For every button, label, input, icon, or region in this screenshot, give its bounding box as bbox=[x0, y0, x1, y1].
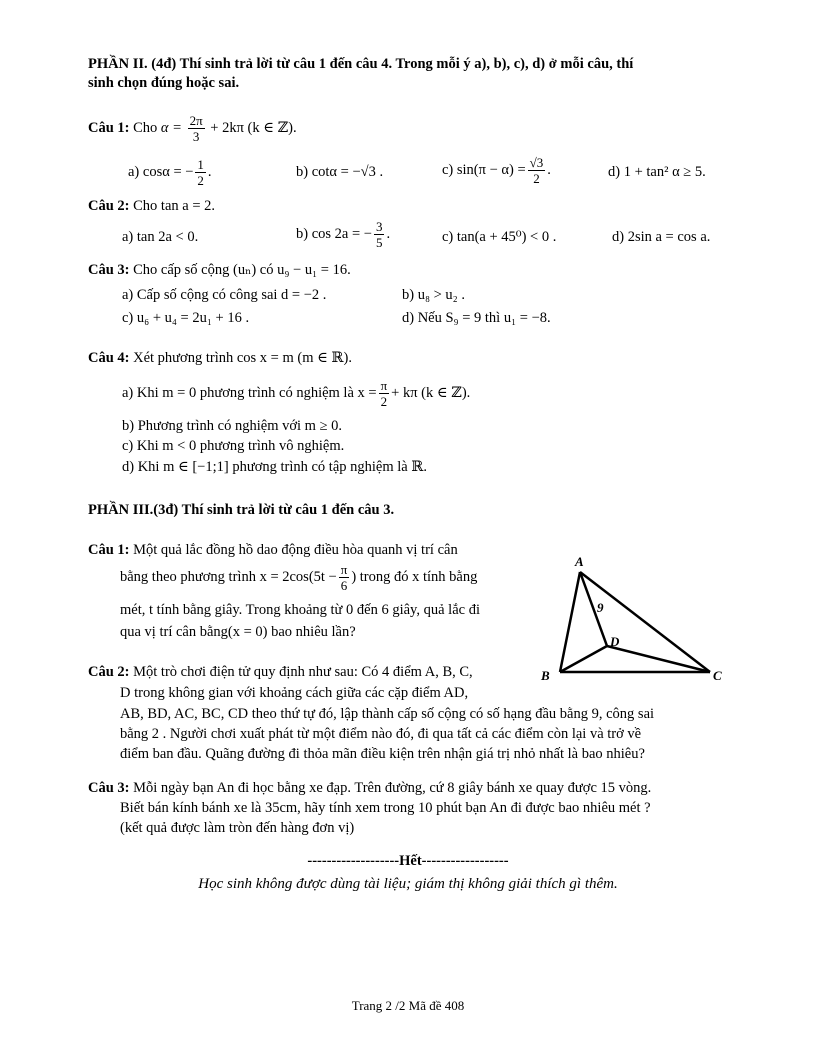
p2-q2-option-a: a) tan 2a < 0. bbox=[122, 229, 199, 245]
p3-q2-line5: điểm ban đầu. Quãng đường đi thỏa mãn điều kiện trên nhận giá trị nhỏ nhất là bao nhiêu? bbox=[120, 746, 645, 762]
part2-heading-line2: sinh chọn đúng hoặc sai. bbox=[88, 75, 240, 91]
p2-q2-stem: Câu 2: Cho tan a = 2. bbox=[88, 198, 215, 214]
p2-q1-option-c: c) sin(π − α) = $\frac{√3}{2}$ . bbox=[442, 155, 551, 187]
p2-q3-option-a: a) Cấp số cộng có công sai d = −2 . bbox=[122, 287, 327, 303]
p3-q1-line1: Câu 1: Một quả lắc đồng hồ dao động điều hòa quanh vị trí cân bbox=[88, 542, 458, 558]
fraction: $\frac{2\pi}{3}$ bbox=[189, 113, 203, 145]
p2-q3-stem: Câu 3: Cho cấp số cộng (uₙ) có u₉ − u₁ = 16. bbox=[88, 262, 351, 278]
p2-q4-label: Câu 4: bbox=[88, 350, 130, 366]
part3-heading: PHẦN III.(3đ) Thí sinh trả lời từ câu 1 đến câu 3. bbox=[88, 502, 395, 518]
page-number: Trang 2 /2 Mã đề 408 bbox=[351, 998, 465, 1013]
vertex-B-label: B bbox=[541, 668, 550, 683]
p3-q3-label: Câu 3: bbox=[88, 780, 130, 796]
p3-q2-line1: Câu 2: Một trò chơi điện tử quy định như sau: Có 4 điểm A, B, C, bbox=[88, 664, 473, 680]
edge-AD-length-label: 9 bbox=[597, 600, 604, 615]
p2-q3-option-c: c) u₆ + u₄ = 2u₁ + 16 . bbox=[122, 310, 250, 326]
p2-q3-option-b: b) u₈ > u₂ . bbox=[402, 287, 465, 303]
p2-q1-option-b: b) cotα = −√3 . bbox=[296, 164, 384, 180]
vertex-A-label: A bbox=[575, 554, 584, 569]
p3-q1-line2: bằng theo phương trình x = 2cos(5t − $\frac{\pi}{6}$ ) trong đó x tính bằng bbox=[120, 562, 478, 594]
p2-q4-stem: Câu 4: Xét phương trình cos x = m (m ∈ ℝ). bbox=[88, 350, 352, 366]
p2-q2-option-b: b) cos 2a = − $\frac{3}{5}$ . bbox=[296, 219, 391, 251]
p2-q2-option-c: c) tan(a + 45⁰) < 0 . bbox=[442, 229, 557, 245]
p2-q2-label: Câu 2: bbox=[88, 198, 130, 214]
vertex-C-label: C bbox=[713, 668, 722, 683]
p3-q3-line3: (kết quả được làm tròn đến hàng đơn vị) bbox=[120, 820, 355, 836]
p2-q1-label: Câu 1: bbox=[88, 120, 130, 136]
p3-q1-line3: mét, t tính bằng giây. Trong khoảng từ 0 đến 6 giây, quả lắc đi bbox=[120, 602, 480, 618]
p2-q3-option-d: d) Nếu S₉ = 9 thì u₁ = −8. bbox=[402, 310, 551, 326]
p3-q3-line2: Biết bán kính bánh xe là 35cm, hãy tính xem trong 10 phút bạn An đi được bao nhiêu mét ? bbox=[120, 800, 651, 816]
p3-q2-line2: D trong không gian với khoảng cách giữa các cặp điểm AD, bbox=[120, 685, 469, 701]
tetrahedron-figure bbox=[535, 550, 735, 690]
p2-q1-stem: Câu 1: Cho α = $\frac{2\pi}{3}$ + 2kπ (k ∈ ℤ). bbox=[88, 113, 297, 145]
p3-q2-line4: bằng 2 . Người chơi xuất phát từ một điểm nào đó, đi qua tất cả các điểm còn lại và trở về bbox=[120, 726, 642, 742]
end-of-exam-line: -------------------Hết------------------ bbox=[307, 853, 509, 869]
p2-q1-option-a: a) cosα = − $\frac{1}{2}$ . bbox=[128, 157, 212, 189]
p2-q2-option-d: d) 2sin a = cos a. bbox=[612, 229, 711, 245]
edge-BD bbox=[560, 646, 607, 672]
p3-q1-line4: qua vị trí cân bằng(x = 0) bao nhiêu lần? bbox=[120, 624, 356, 640]
edge-AB bbox=[560, 572, 580, 672]
p2-q1-option-d: d) 1 + tan² α ≥ 5. bbox=[608, 164, 706, 180]
p3-q3-line1: Câu 3: Mỗi ngày bạn An đi học bằng xe đạp. Trên đường, cứ 8 giây bánh xe quay được 15 vòng. bbox=[88, 780, 652, 796]
p2-q3-label: Câu 3: bbox=[88, 262, 130, 278]
p3-q2-label: Câu 2: bbox=[88, 664, 130, 680]
p3-q1-label: Câu 1: bbox=[88, 542, 130, 558]
p2-q4-option-c: c) Khi m < 0 phương trình vô nghiệm. bbox=[122, 438, 345, 454]
p2-q4-option-b: b) Phương trình có nghiệm với m ≥ 0. bbox=[122, 418, 343, 434]
p2-q4-option-d: d) Khi m ∈ [−1;1] phương trình có tập nghiệm là ℝ. bbox=[122, 459, 428, 475]
part2-heading-line1: PHẦN II. (4đ) Thí sinh trả lời từ câu 1 đến câu 4. Trong mỗi ý a), b), c), d) ở mỗi câu, thí bbox=[88, 56, 634, 72]
p3-q2-line3: AB, BD, AC, BC, CD theo thứ tự đó, lập thành cấp số cộng có số hạng đầu bằng 9, công sai bbox=[120, 706, 655, 722]
vertex-D-label: D bbox=[610, 634, 620, 649]
p2-q4-option-a: a) Khi m = 0 phương trình có nghiệm là x = $\frac{\pi}{2}$ + kπ (k ∈ ℤ). bbox=[122, 378, 471, 410]
exam-note: Học sinh không được dùng tài liệu; giám thị không giải thích gì thêm. bbox=[198, 876, 618, 892]
